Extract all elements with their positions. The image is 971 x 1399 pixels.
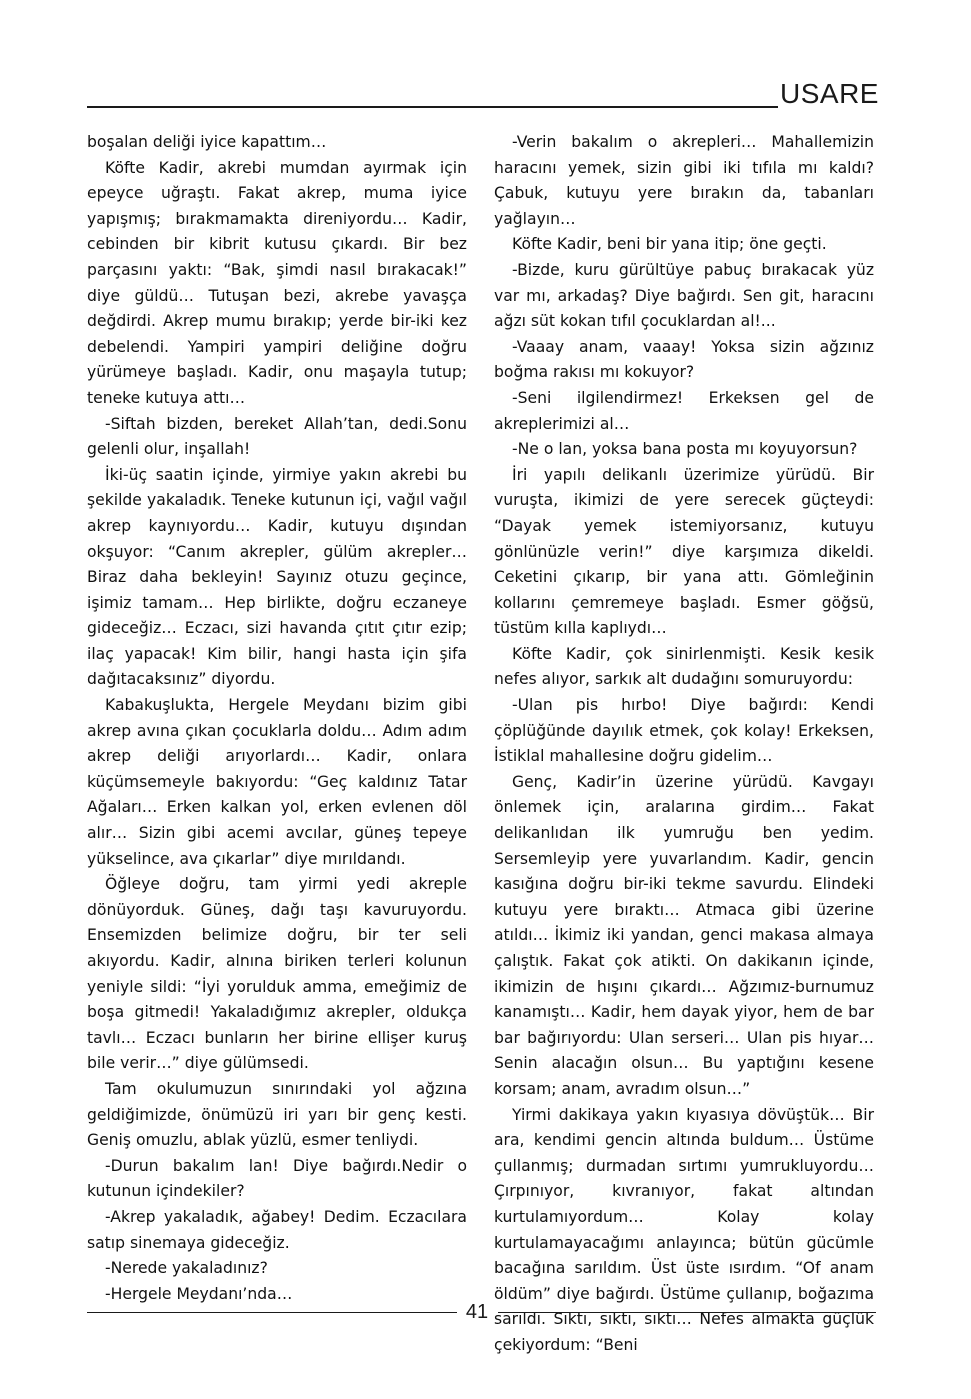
paragraph: Öğleye doğru, tam yirmi yedi akreple dönüyorduk. Güneş, dağı taşı kavuruyordu. Ensemizden belimize doğru, bir ter seli akıyordu. Kadir, alnına biriken terleri kolunun yeniyle sildi: “İyi yorulduk amma, emeğimiz de boşa gitmedi! Yakaladığımız akrepler, oldukça tavlı… Eczacı bunların her birine ellişer kuruş bile verir…” diye gülümsedi.	[87, 875, 467, 1073]
paragraph: boşalan deliği iyice kapattım…	[87, 133, 327, 151]
paragraph: Tam okulumuzun sınırındaki yol ağzına geldiğimizde, önümüzü iri yarı bir genç kesti. Geniş omuzlu, ablak yüzlü, esmer tenliydi.	[87, 1079, 467, 1150]
journal-title: USARE	[780, 78, 879, 109]
left-text-column	[87, 130, 467, 1307]
paragraph: -Ulan pis hırbo! Diye bağırdı: Kendi çöplüğünde dayılık etmek, çok kolay! Erkeksen, İstiklal mahallesine doğru gidelim…	[494, 696, 874, 766]
right-text-column	[494, 130, 874, 1359]
header-rule	[87, 106, 778, 108]
paragraph: Köfte Kadir, akrebi mumdan ayırmak için epeyce uğraştı. Fakat akrep, muma iyice yapışmış; bırakmamakta direniyordu… Kadir, cebinden bir kibrit kutusu çıkardı. Bir bez parçasını yaktı: “Bak, şimdi nasıl bırakacak!” diye güldü… Tutuşan bezi, akrebe yavaşça değdirdi. Akrep mumu bırakıp; yerde bir-iki kez debelendi. Yampiri yampiri deliğine doğru yürümeye başladı. Kadir, onu maşayla tutup; teneke kutuya attı…	[87, 158, 467, 407]
paragraph: Kabakuşlukta, Hergele Meydanı bizim gibi akrep avına çıkan çocuklarla doldu… Adım adım akrep deliği arıyorlardı… Kadir, onlara küçümsemeyle bakıyordu: “Geç kaldınız Tatar Ağaları… Erken kalkan yol, erken evlenen döl alır… Sizin gibi acemi avcılar, güneş tepeye yükselince, ava çıkarlar” diye mırıldandı.	[87, 696, 467, 868]
paragraph: Yirmi dakikaya yakın kıyasıya dövüştük… Bir ara, kendimi gencin altında buldum… Üstüme çullanmış; durmadan sırtımı yumrukluyordu… Çırpınıyor, kıvranıyor, fakat altından kurtulamıyordum… Kolay kolay kurtulamayacağımı anlayınca; bütün gücümle bacağına sarıldım. Üst üste ısırdım. “Of anam öldüm” diye bağırdı. Üstüme çullanıp, boğazıma sarıldı. Sıktı, sıktı, sıktı… Nefes almakta güçlük çekiyordum: “Beni	[494, 1105, 874, 1354]
paragraph: -Nerede yakaladınız?	[105, 1259, 268, 1278]
paragraph: -Hergele Meydanı’nda…	[105, 1284, 293, 1303]
paragraph: Köfte Kadir, beni bir yana itip; öne geçti.	[512, 235, 827, 254]
paragraph: -Akrep yakaladık, ağabey! Dedim. Eczacılara satıp sinemaya gideceğiz.	[87, 1207, 467, 1252]
page-number: 41	[465, 1301, 489, 1323]
footer-rule-left	[87, 1312, 457, 1313]
paragraph: -Bizde, kuru gürültüye pabuç bırakacak yüz var mı, arkadaş? Diye bağırdı. Sen git, haracını ağzı süt kokan tıfıl çocuklardan al!...	[494, 260, 874, 331]
paragraph: Köfte Kadir, çok sinirlenmişti. Kesik kesik nefes alıyor, sarkık alt dudağını somuruyordu:	[494, 644, 874, 689]
paragraph: İri yapılı delikanlı üzerimize yürüdü. Bir vuruşta, ikimizi de yere serecek güçteydi: “Dayak yemek istemiyorsanız, kutuyu gönlünüzle verin!” diye karşımıza dikeldi. Ceketini çıkarıp, bir yana attı. Gömleğinin kollarını çemremeye başladı. Esmer göğsü, tüstüm kılla kaplıydı…	[494, 465, 874, 638]
paragraph: Genç, Kadir’in üzerine yürüdü. Kavgayı önlemek için, aralarına girdim… Fakat delikanlıdan ilk yumruğu ben yedim. Sersemleyip yere yuvarlandım. Kadir, gencin kasığına doğru bir-iki tekme savurdu. Elindeki kutuyu yere bıraktı… Atmaca gibi üzerine atıldı… İkimiz iki yandan, genci makasa almaya çalıştık. Fakat çok atikti. On dakikanın içinde, ikimizin de hışını çıkardı… Ağzımız-burnumuz kanamıştı… Kadir, hem dayak yiyor, hem de bar bar bağırıyordu: Ulan serseri… Ulan pis hıyar… Senin alacağın olsun… Bu yaptığını kesene korsam; anam, avradım olsun…”	[494, 772, 874, 1098]
paragraph: -Vaaay anam, vaaay! Yoksa sizin ağzınız boğma rakısı mı kokuyor?	[494, 337, 874, 382]
paragraph: -Siftah bizden, bereket Allah’tan, dedi.Sonu gelenli olur, inşallah!	[87, 414, 467, 459]
paragraph: -Seni ilgilendirmez! Erkeksen gel de akreplerimizi al…	[494, 388, 874, 433]
paragraph: -Ne o lan, yoksa bana posta mı koyuyorsun?	[512, 440, 858, 459]
paragraph: -Verin bakalım o akrepleri… Mahallemizin haracını yemek, sizin gibi iki tıfıla mı kaldı? Çabuk, kutuyu yere bırakın da, tabanları yağlayın…	[494, 133, 874, 228]
footer-rule-right	[498, 1312, 876, 1313]
paragraph: -Durun bakalım lan! Diye bağırdı.Nedir o kutunun içindekiler?	[87, 1156, 467, 1201]
paragraph: İki-üç saatin içinde, yirmiye yakın akrebi bu şekilde yakaladık. Teneke kutunun içi, vağıl vağıl akrep kaynıyordu… Kadir, kutuyu dışından okşuyor: “Canım akrepler, gülüm akrepler… Biraz daha bekleyin! Sayınız otuzu geçince, işimiz tamam… Hep birlikte, doğru eczaneye gideceğiz… Eczacı, sizi havanda çıtıt çıtır ezip; ilaç yapacak! Kim bilir, hangi hasta için şifa dağıtacaksınız” diyordu.	[87, 465, 467, 689]
